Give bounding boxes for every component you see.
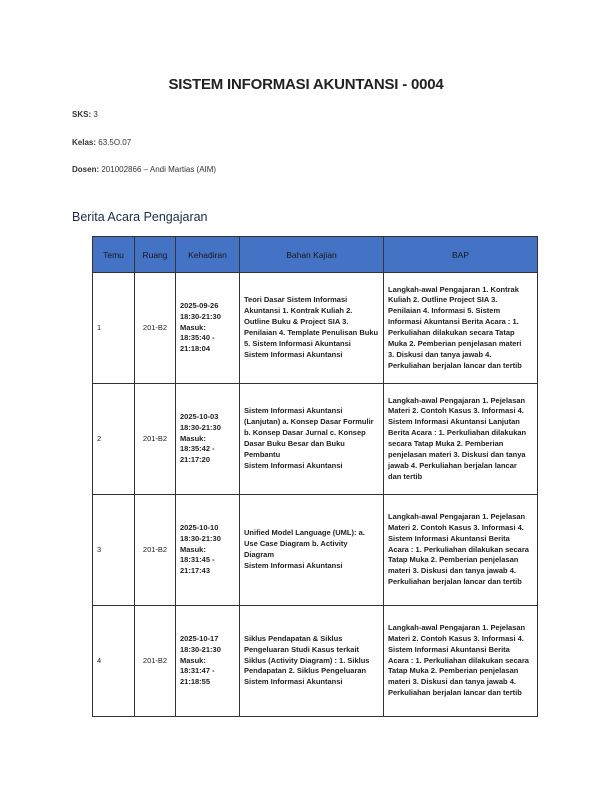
table-row bbox=[93, 384, 538, 495]
cell-ruang: 201-B2 bbox=[135, 495, 176, 606]
sks-line bbox=[72, 110, 98, 119]
cell-ruang: 201-B2 bbox=[135, 384, 176, 495]
cell-bahan-kajian: Sistem Informasi Akuntansi (Lanjutan) a. Konsep Dasar Formulir b. Konsep Dasar Jurnal c. Konsep Dasar Buku Besar dan Buku Pembantu Sistem Informasi Akuntansi bbox=[240, 384, 384, 495]
sks-label: SKS: bbox=[72, 110, 92, 119]
cell-bahan-kajian: Siklus Pendapatan & Siklus Pengeluaran Studi Kasus terkait Siklus (Activity Diagram) : 1. Siklus Pendapatan 2. Siklus Pengeluaran Sistem Informasi Akuntansi bbox=[240, 606, 384, 717]
table-row bbox=[93, 606, 538, 717]
header-bahan-kajian: Bahan Kajian bbox=[240, 237, 384, 273]
cell-ruang: 201-B2 bbox=[135, 606, 176, 717]
cell-bap: Langkah-awal Pengajaran 1. Pejelasan Materi 2. Contoh Kasus 3. Informasi 4. Sistem Informasi Akuntansi Lanjutan Berita Acara : 1. Perkuliahan dilakukan secara Tatap Muka 2. Pemberian penjelasan materi 3. Diskusi dan tanya jawab 4. Perkuliahan berjalan lancar dan tertib bbox=[384, 384, 538, 495]
cell-bahan-kajian: Unified Model Language (UML): a. Use Case Diagram b. Activity Diagram Sistem Informasi Akuntansi bbox=[240, 495, 384, 606]
header-ruang: Ruang bbox=[135, 237, 176, 273]
cell-ruang: 201-B2 bbox=[135, 273, 176, 384]
cell-temu: 1 bbox=[93, 273, 135, 384]
table-header-row bbox=[93, 237, 538, 273]
dosen-value: 201002866 – Andi Martias (AIM) bbox=[101, 165, 217, 174]
table-row bbox=[93, 273, 538, 384]
section-title: Berita Acara Pengajaran bbox=[72, 210, 208, 224]
cell-bap: Langkah-awal Pengajaran 1. Pejelasan Materi 2. Contoh Kasus 3. Informasi 4. Sistem Informasi Akuntansi Berita Acara : 1. Perkuliahan dilakukan secara Tatap Muka 2. Pemberian penjelasan materi 3. Diskusi dan tanya jawab 4. Perkuliahan berjalan lancar dan tertib bbox=[384, 495, 538, 606]
cell-temu: 2 bbox=[93, 384, 135, 495]
kelas-label: Kelas: bbox=[72, 138, 97, 147]
page-title: SISTEM INFORMASI AKUNTANSI - 0004 bbox=[168, 76, 444, 93]
cell-bap: Langkah-awal Pengajaran 1. Kontrak Kuliah 2. Outline Project SIA 3. Penilaian 4. Informasi 5. Sistem Informasi Akuntansi Berita Acara : 1. Perkuliahan dilakukan secara Tatap Muka 2. Pemberian penjelasan materi 3. Diskusi dan tanya jawab 4. Perkuliahan berjalan lancar dan tertib bbox=[384, 273, 538, 384]
header-bap: BAP bbox=[384, 237, 538, 273]
header-kehadiran: Kehadiran bbox=[176, 237, 240, 273]
cell-temu: 4 bbox=[93, 606, 135, 717]
sks-value: 3 bbox=[93, 110, 98, 119]
dosen-line bbox=[72, 165, 216, 174]
cell-kehadiran: 2025-10-10 18:30-21:30 Masuk: 18:31:45 - 21:17:43 bbox=[176, 495, 240, 606]
table-row bbox=[93, 495, 538, 606]
cell-bahan-kajian: Teori Dasar Sistem Informasi Akuntansi 1. Kontrak Kuliah 2. Outline Buku & Project SIA 3. Penilaian 4. Template Penulisan Buku 5. Sistem Informasi Akuntansi Sistem Informasi Akuntansi bbox=[240, 273, 384, 384]
kelas-value: 63.5O.07 bbox=[98, 138, 132, 147]
cell-kehadiran: 2025-10-03 18:30-21:30 Masuk: 18:35:42 - 21:17:20 bbox=[176, 384, 240, 495]
header-temu: Temu bbox=[93, 237, 135, 273]
cell-kehadiran: 2025-10-17 18:30-21:30 Masuk: 18:31:47 - 21:18:55 bbox=[176, 606, 240, 717]
bap-table bbox=[92, 236, 538, 717]
cell-temu: 3 bbox=[93, 495, 135, 606]
cell-bap: Langkah-awal Pengajaran 1. Pejelasan Materi 2. Contoh Kasus 3. Informasi 4. Sistem Informasi Akuntansi Berita Acara : 1. Perkuliahan dilakukan secara Tatap Muka 2. Pemberian penjelasan materi 3. Diskusi dan tanya jawab 4. Perkuliahan berjalan lancar dan tertib bbox=[384, 606, 538, 717]
kelas-line bbox=[72, 138, 131, 147]
cell-kehadiran: 2025-09-26 18:30-21:30 Masuk: 18:35:40 - 21:18:04 bbox=[176, 273, 240, 384]
dosen-label: Dosen: bbox=[72, 165, 100, 174]
